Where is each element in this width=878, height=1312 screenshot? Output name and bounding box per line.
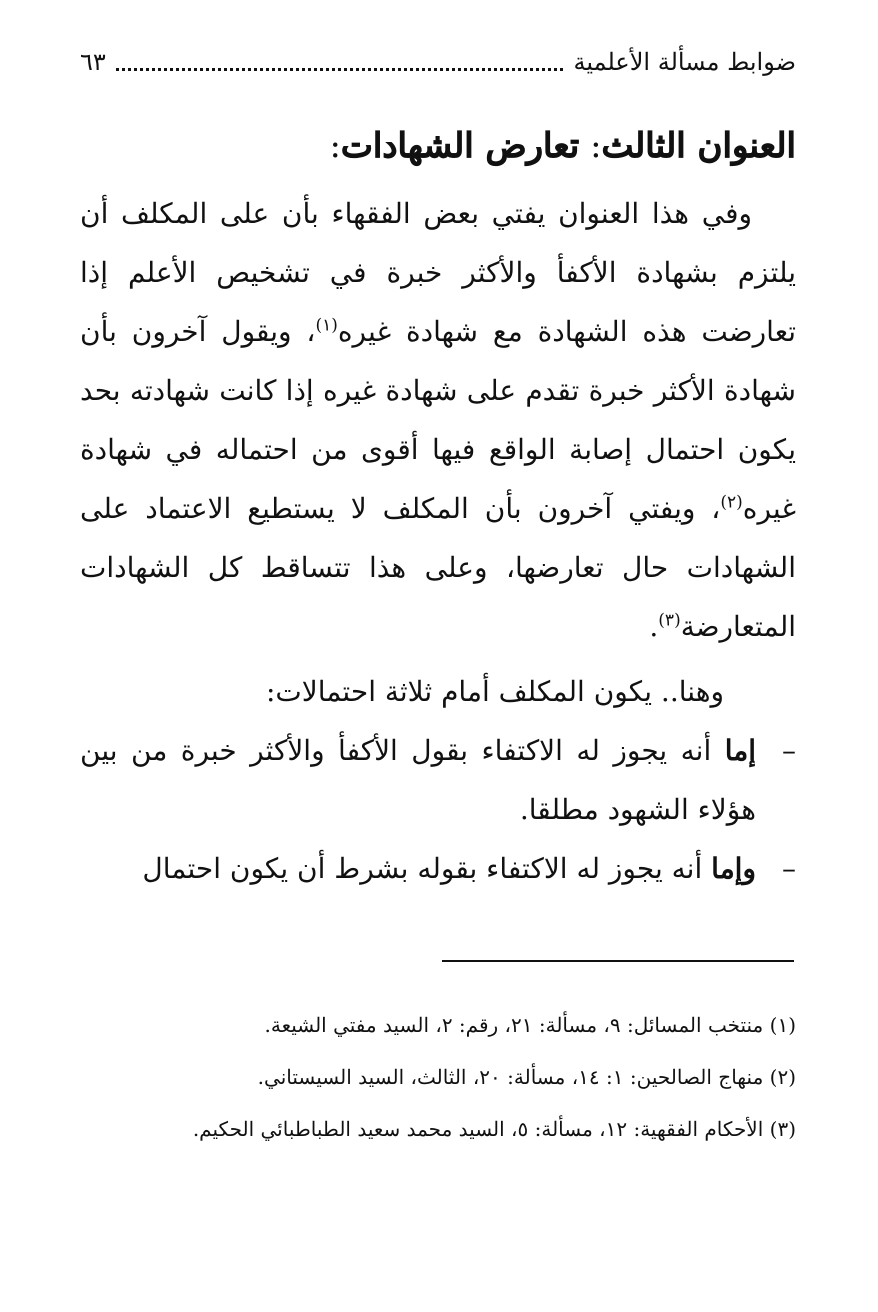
heading-colon: : xyxy=(329,126,341,166)
footnote-1: (١) منتخب المسائل: ٩، مسألة: ٢١، رقم: ٢، السيد مفتي الشيعة. xyxy=(264,1013,796,1037)
paragraph-text: ، ويفتي آخرون بأن المكلف لا يستطيع الاعتماد على الشهادات حال تعارضها، وعلى هذا تتساقط كل الشهادات المتعارضة xyxy=(80,492,796,643)
item-text: أنه يجوز له الاكتفاء بقول الأكفأ والأكثر خبرة من بين هؤلاء الشهود مطلقا. xyxy=(80,734,756,826)
paragraph-end: . xyxy=(649,610,659,643)
section-heading xyxy=(80,122,796,170)
heading-separator: : xyxy=(579,126,602,166)
item-lead: وإما xyxy=(711,852,756,885)
footnote-ref-3: (٣) xyxy=(658,610,681,631)
paragraph-text: ، ويقول آخرون بأن شهادة الأكثر خبرة تقدم على شهادة غيره إذا كانت شهادته بحد يكون احتمال إصابة الواقع فيها أقوى من احتماله في شهادة غيره xyxy=(80,315,797,525)
footnote-ref-1: (١) xyxy=(315,315,338,336)
footnotes xyxy=(80,1004,796,1160)
body-text xyxy=(80,184,796,898)
heading-topic: تعارض الشهادات xyxy=(340,126,580,166)
list-intro: وهنا.. يكون المكلف أمام ثلاثة احتمالات: xyxy=(265,675,724,708)
leader-dots xyxy=(116,54,564,71)
item-text: أنه يجوز له الاكتفاء بقوله بشرط أن يكون احتمال xyxy=(142,852,712,885)
running-title: ضوابط مسألة الأعلمية xyxy=(573,48,796,76)
list-item xyxy=(80,721,796,839)
footnote-2: (٢) منهاج الصالحين: ١: ١٤، مسألة: ٢٠، الثالث، السيد السيستاني. xyxy=(257,1065,796,1089)
running-header xyxy=(80,42,796,82)
page-number: ٦٣ xyxy=(80,48,106,76)
item-lead: إما xyxy=(724,734,756,767)
dash-marker: – xyxy=(782,852,796,885)
footnote-ref-2: (٢) xyxy=(720,492,743,513)
paragraph-text: وفي هذا العنوان يفتي بعض الفقهاء بأن على المكلف أن يلتزم بشهادة الأكفأ والأكثر خبرة في تشخيص الأعلم إذا تعارضت هذه الشهادة مع شهادة غيره xyxy=(80,197,796,348)
paragraph-1 xyxy=(80,184,796,656)
heading-label: العنوان الثالث xyxy=(601,126,796,166)
footnote-divider xyxy=(442,960,794,962)
dash-marker: – xyxy=(782,734,796,767)
footnote-3: (٣) الأحكام الفقهية: ١٢، مسألة: ٥، السيد محمد سعيد الطباطبائي الحكيم. xyxy=(192,1117,796,1141)
list-item xyxy=(80,839,796,898)
